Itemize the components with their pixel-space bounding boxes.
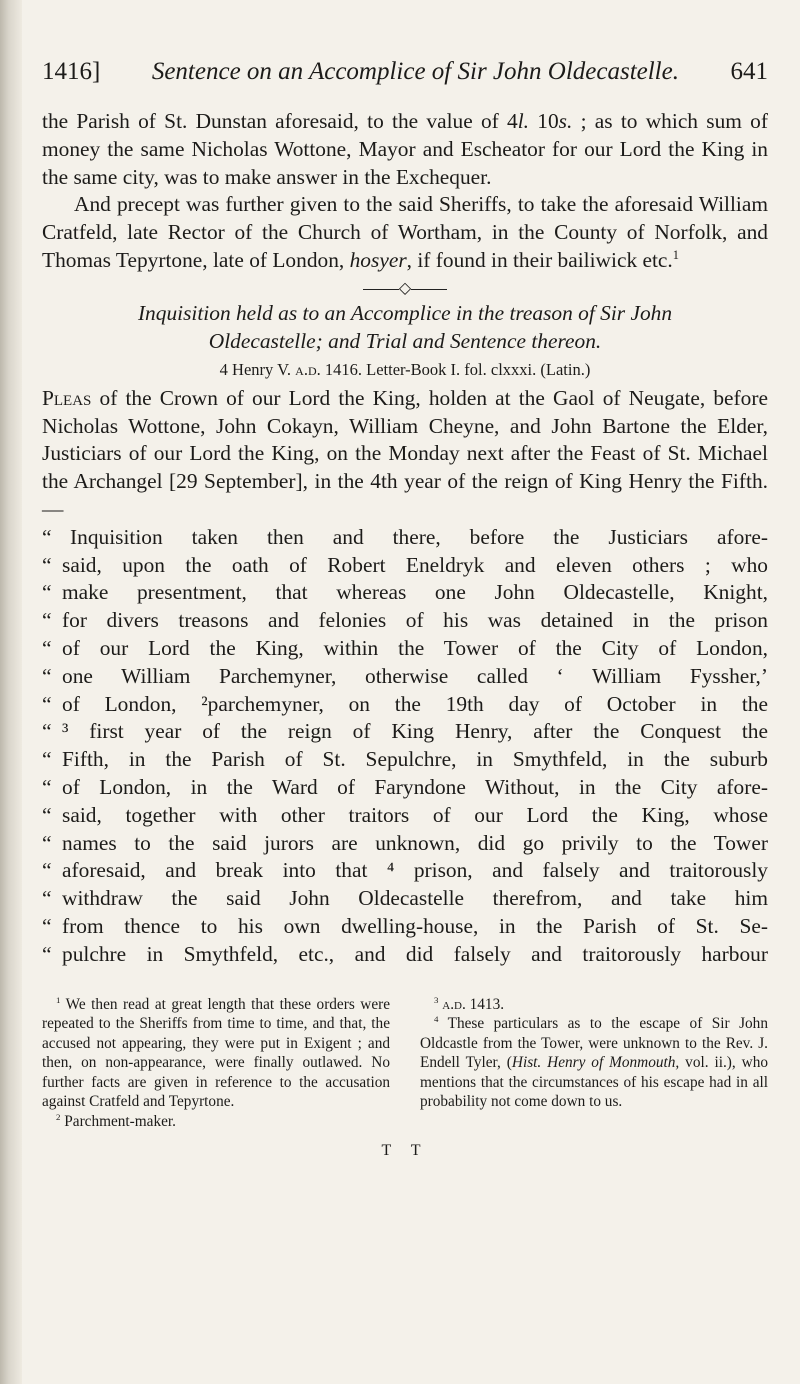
para1-text-b: 10: [529, 109, 559, 133]
book-binding-edge: [0, 0, 22, 1384]
inquisition-quote: [42, 524, 768, 969]
quote-mark: “: [42, 747, 52, 772]
footnote-4-number: 4: [434, 1014, 439, 1025]
source-citation: [42, 359, 768, 381]
section-heading: [42, 299, 768, 355]
quote-mark: “: [42, 580, 52, 605]
paragraph-pleas: [42, 385, 768, 524]
quote-line-text: said, together with other traitors of our Lord the King, whose: [62, 802, 768, 827]
footnote-2-text: Parchment-maker.: [64, 1113, 176, 1131]
header-title: Sentence on an Accomplice of Sir John Oldecastelle.: [151, 58, 679, 85]
footnote-4-text-a: These particulars as to the escape of Sir John Oldcastle from the Tower, were unknown to the Rev. J. Endell Tyler, (: [420, 1015, 768, 1072]
quote-line-text: said, upon the oath of Robert Eneldryk and eleven others ; who: [62, 552, 768, 577]
quote-line: [42, 579, 768, 607]
quote-line: [42, 746, 768, 774]
para1-text-c: ; as to which sum of money the same Nicholas Wottone, Mayor and Escheator for our Lord the King in the same city, was to make answer in the Exchequer.: [42, 109, 768, 189]
quote-mark: “: [42, 635, 52, 660]
footnote-2: [42, 1112, 390, 1132]
para2-text-a: And precept was further given to the said Sheriffs, to take the aforesaid William Cratfeld, late Rector of the Church of Wortham, in the County of Norfolk, and Thomas Tepyrtone, late of London,: [42, 192, 768, 272]
footnote-1: [42, 995, 390, 1113]
running-header: [42, 58, 768, 86]
section-heading-line-1: Inquisition held as to an Accomplice in the treason of Sir John: [137, 300, 673, 325]
quote-line-text: for divers treasons and felonies of his was detained in the prison: [62, 608, 768, 633]
footnote-4-text-b: vol. ii.), who mentions that the circumstances of his escape had in all probability not come down to us.: [420, 1054, 769, 1111]
quote-line-text: ³ first year of the reign of King Henry, after the Conquest the: [62, 719, 768, 744]
quote-line-text: Inquisition taken then and there, before the Justiciars afore-: [70, 524, 768, 549]
header-year: 1416]: [42, 58, 101, 85]
para2-text-b: , if found in their bailiwick etc.: [406, 247, 673, 272]
quote-line-text: of our Lord the King, within the Tower of the City of London,: [62, 635, 768, 660]
pleas-text: of the Crown of our Lord the King, holden at the Gaol of Neugate, before Nicholas Wottone, John Cokayn, William Cheyne, and John Bartone the Elder, Justiciars of our Lord the King, on the Monday next after the Feast of St. Michael the Archangel [29 September], in the 4th year of the reign of King Henry the Fifth.—: [42, 385, 768, 521]
quote-mark: “: [42, 691, 52, 716]
quote-mark: “: [42, 774, 52, 799]
hosyer-term: hosyer: [349, 247, 407, 272]
quote-line-text: one William Parchemyner, otherwise called ‘ William Fyssher,’: [62, 663, 768, 688]
quote-line-text: aforesaid, and break into that ⁴ prison, and falsely and traitorously: [62, 858, 768, 883]
signature-mark: T T: [381, 1141, 429, 1159]
quote-mark: “: [42, 608, 52, 633]
quote-line: [42, 885, 768, 913]
quote-line: [42, 913, 768, 941]
pounds-abbrev: l.: [517, 109, 530, 133]
paragraph-precept: [42, 191, 768, 274]
quote-line-text: pulchre in Smythfeld, etc., and did falsely and traitorously harbour: [62, 941, 768, 966]
quote-line: [42, 552, 768, 580]
footnote-3-number: 3: [434, 994, 439, 1005]
shillings-abbrev: s.: [558, 109, 573, 133]
footnote-3-ad: a.d.: [442, 995, 466, 1013]
para1-text-a: the Parish of St. Dunstan aforesaid, to the value of 4: [42, 109, 518, 133]
quote-line-text: of London, ²parchemyner, on the 19th day of October in the: [62, 691, 768, 716]
quote-line: [42, 691, 768, 719]
quote-mark: “: [42, 830, 52, 855]
source-letter-book: 1416. Letter-Book I. fol. clxxxi. (Latin.): [320, 359, 591, 379]
divider-diamond-icon: ◇: [398, 279, 412, 297]
quote-line-text: Fifth, in the Parish of St. Sepulchre, in Smythfeld, in the suburb: [62, 747, 768, 772]
footnote-4-citation: Hist. Henry of Monmouth,: [511, 1054, 680, 1072]
footnote-3-year: 1413.: [465, 995, 505, 1013]
quote-line: [42, 524, 768, 552]
quote-line: [42, 635, 768, 663]
source-ad: a.d.: [295, 359, 321, 379]
quote-line-text: withdraw the said John Oldecastelle therefrom, and take him: [62, 886, 768, 911]
quote-mark: “: [42, 858, 52, 883]
paragraph-dunstan: [42, 108, 768, 191]
quote-mark: “: [42, 913, 52, 938]
quote-line-text: of London, in the Ward of Faryndone Without, in the City afore-: [62, 774, 768, 799]
footnotes-right-column: [420, 995, 768, 1132]
quote-line: [42, 774, 768, 802]
quote-line: [42, 941, 768, 969]
quote-line: [42, 802, 768, 830]
footnote-ref-1: 1: [672, 247, 679, 262]
quote-line: [42, 663, 768, 691]
quote-line: [42, 718, 768, 746]
divider-line-right: [411, 289, 447, 290]
pleas-lead-word: Pleas: [42, 385, 92, 410]
quote-mark: “: [42, 941, 52, 966]
page-number: 641: [730, 58, 768, 85]
footnote-1-text: We then read at great length that these orders were repeated to the Sheriffs from time to time, and that, the accused not appearing, they were put in Exigent ; and then, on non-appearance, were finally outlawed. No further facts are given in reference to the accusation against Cratfeld and Tepyrtone.: [42, 995, 390, 1111]
quote-line-text: names to the said jurors are unknown, did go privily to the Tower: [62, 830, 768, 855]
divider-line-left: [363, 289, 399, 290]
quote-line: [42, 857, 768, 885]
footnotes: [42, 995, 768, 1132]
quote-mark: “: [42, 524, 52, 549]
section-heading-line-2: Oldecastelle; and Trial and Sentence thereon.: [208, 328, 602, 353]
footnote-2-number: 2: [56, 1111, 61, 1122]
quote-line-text: make presentment, that whereas one John Oldecastelle, Knight,: [62, 580, 768, 605]
quote-mark: “: [42, 663, 52, 688]
quote-line: [42, 607, 768, 635]
footnote-3: [420, 995, 768, 1015]
quote-line-text: from thence to his own dwelling-house, in the Parish of St. Se-: [62, 913, 768, 938]
quote-mark: “: [42, 886, 52, 911]
footnotes-left-column: [42, 995, 390, 1132]
quote-mark: “: [42, 719, 52, 744]
book-page: [42, 58, 768, 1160]
section-divider: [42, 281, 768, 297]
footnote-1-number: 1: [56, 994, 61, 1005]
footnote-4: [420, 1014, 768, 1112]
quote-mark: “: [42, 552, 52, 577]
quote-line: [42, 830, 768, 858]
source-regnal-year: 4 Henry V.: [219, 359, 296, 379]
quote-mark: “: [42, 802, 52, 827]
